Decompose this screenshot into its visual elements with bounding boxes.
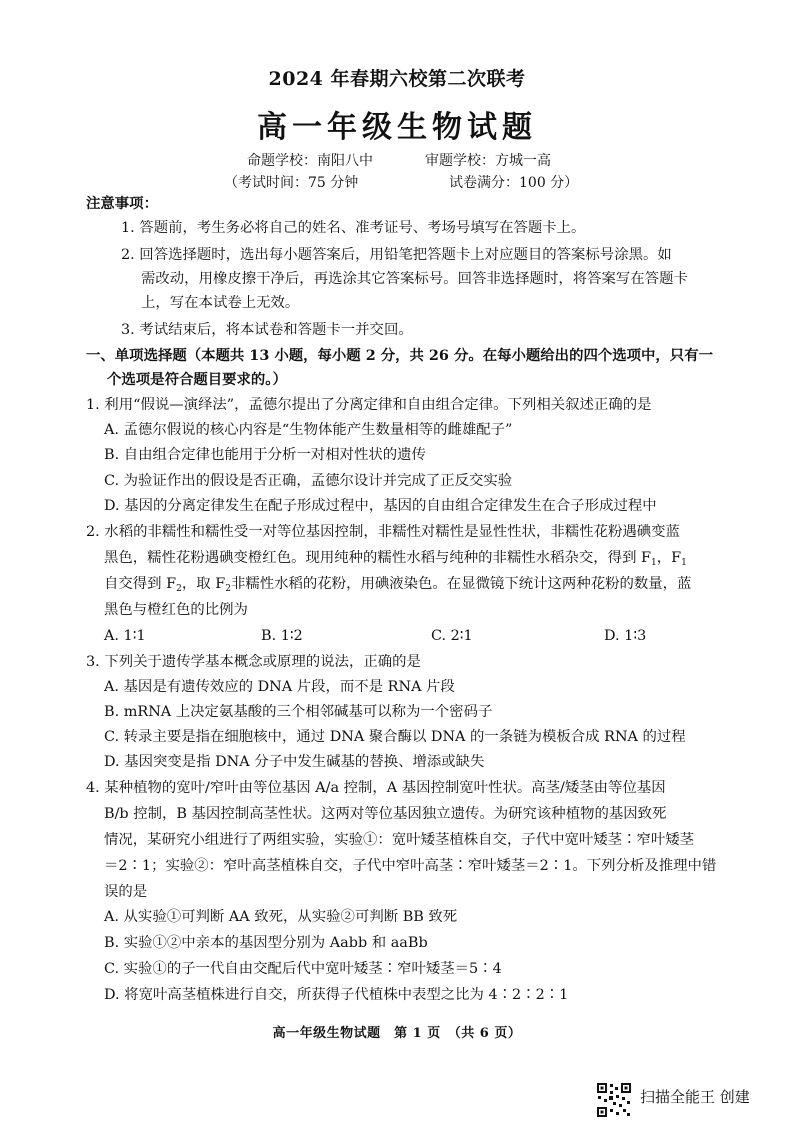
option-d: D. 将宽叶高茎植株进行自交，所获得子代植株中表型之比为 4∶2∶2∶1 (104, 987, 569, 1003)
full-score: 试卷满分：100 分） (449, 175, 579, 191)
scanner-brand-text: 扫描全能王 创建 (640, 1088, 750, 1106)
option-a: A. 从实验①可判断 AA 致死，从实验②可判断 BB 致死 (104, 909, 458, 925)
option-d: D. 基因突变是指 DNA 分子中发生碱基的替换、增添或缺失 (104, 754, 485, 770)
option-a: A. 孟德尔假说的核心内容是“生物体能产生数量相等的雌雄配子” (104, 422, 513, 438)
reviewer-school: 审题学校：方城一高 (425, 153, 551, 169)
option-b: B. 自由组合定律也能用于分析一对相对性状的遗传 (104, 447, 426, 463)
question-stem-cont: 误的是 (104, 884, 148, 900)
option-c: C. 转录主要是指在细胞核中，通过 DNA 聚合酶以 DNA 的一条链为模板合成 RNA 的过程 (104, 729, 686, 745)
question-stem-cont: 自交得到 $F_2$，取 $F_2$非糯性水稻的花粉，用碘液染色。在显微镜下统计这两种花粉的数量，蓝 (104, 576, 692, 594)
note-item: 1. 答题前，考生务必将自己的姓名、准考证号、考场号填写在答题卡上。 (121, 220, 586, 236)
note-item-cont: 上，写在本试卷上无效。 (141, 295, 300, 311)
note-item: 2. 回答选择题时，选出每小题答案后，用铅笔把答题卡上对应题目的答案标号涂黑。如 (121, 247, 672, 263)
exam-time: （考试时间：75 分钟 (224, 175, 359, 191)
option-c: C. 为验证作出的假设是否正确，孟德尔设计并完成了正反交实验 (104, 473, 513, 489)
note-item-cont: 需改动，用橡皮擦干净后，再选涂其它答案标号。回答非选择题时，将答案写在答题卡 (141, 271, 688, 287)
option-c: C. 2∶1 (431, 628, 473, 644)
section-heading: 一、单项选择题（本题共 13 小题，每小题 2 分，共 26 分。在每小题给出的四个选项中，只有一 (86, 347, 713, 364)
qr-code-icon (596, 1082, 632, 1118)
question-stem: 4. 某种植物的宽叶/窄叶由等位基因 A/a 控制，A 基因控制宽叶性状。高茎/矮茎由等位基因 (86, 780, 666, 796)
option-d: D. 1∶3 (604, 628, 647, 644)
option-a: A. 1∶1 (104, 628, 146, 644)
document-title: 高一年级生物试题 (257, 110, 537, 145)
question-stem: 1. 利用“假说—演绎法”，孟德尔提出了分离定律和自由组合定律。下列相关叙述正确的是 (86, 397, 652, 413)
option-d: D. 基因的分离定律发生在配子形成过程中，基因的自由组合定律发生在合子形成过程中 (104, 498, 657, 514)
section-heading-cont: 个选项是符合题目要求的。） (107, 371, 287, 388)
question-stem-cont: 黑色，糯性花粉遇碘变橙红色。现用纯种的糯性水稻与纯种的非糯性水稻杂交，得到 $F_1$，$F_1$ (104, 550, 687, 568)
option-c: C. 实验①的子一代自由交配后代中宽叶矮茎∶窄叶矮茎＝5∶4 (104, 961, 502, 977)
exam-title: 2024 年春期六校第二次联考 (268, 68, 526, 90)
question-stem: 3. 下列关于遗传学基本概念或原理的说法，正确的是 (86, 654, 421, 670)
option-b: B. 实验①②中亲本的基因型分别为 Aabb 和 aaBb (104, 935, 428, 951)
note-item: 3. 考试结束后，将本试卷和答题卡一并交回。 (121, 322, 413, 338)
question-stem-cont: 情况，某研究小组进行了两组实验，实验①：宽叶矮茎植株自交，子代中宽叶矮茎∶窄叶矮茎 (104, 832, 695, 848)
notes-title: 注意事项： (86, 195, 158, 212)
option-a: A. 基因是有遗传效应的 DNA 片段，而不是 RNA 片段 (104, 679, 455, 695)
question-stem-cont: B/b 控制，B 基因控制高茎性状。这两对等位基因独立遗传。为研究该种植物的基因致死 (104, 806, 667, 822)
option-b: B. mRNA 上决定氨基酸的三个相邻碱基可以称为一个密码子 (104, 704, 493, 720)
option-b: B. 1∶2 (261, 628, 303, 644)
page-footer: 高一年级生物试题 第 1 页 （共 6 页） (272, 1026, 522, 1041)
setter-school: 命题学校：南阳八中 (247, 153, 373, 169)
question-stem: 2. 水稻的非糯性和糯性受一对等位基因控制，非糯性对糯性是显性性状，非糯性花粉遇碘变蓝 (86, 524, 680, 540)
question-stem-cont: ＝2∶1；实验②：窄叶高茎植株自交，子代中窄叶高茎∶窄叶矮茎＝2∶1。下列分析及推理中错 (104, 858, 717, 874)
question-stem-cont: 黑色与橙红色的比例为 (104, 602, 248, 618)
